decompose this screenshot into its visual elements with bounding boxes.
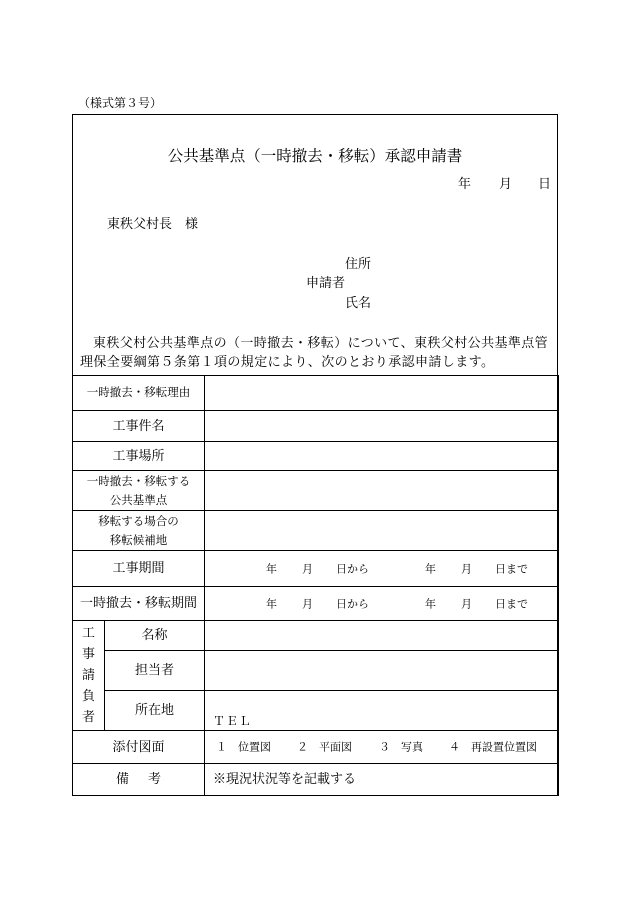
relocation-site-label	[73, 511, 205, 551]
attachment-item: １ 位置図	[216, 740, 271, 754]
attachments-row	[73, 731, 559, 764]
removal-start-year-unit: 年	[266, 597, 277, 610]
project-site-field	[205, 442, 559, 471]
contractor-location-label: 所在地	[105, 691, 205, 731]
project-site-label: 工事場所	[73, 442, 205, 471]
contractor-name-label: 名称	[105, 621, 205, 651]
tel-label: ＴＥＬ	[213, 714, 253, 728]
removal-period-label: 一時撤去・移転期間	[73, 587, 205, 621]
contractor-location-field	[205, 691, 559, 731]
application-table	[72, 375, 559, 796]
target-point-label-line-2: 公共基準点	[109, 492, 168, 507]
applicant-address-label: 住所	[345, 257, 372, 272]
attachments-label: 添付図面	[73, 731, 205, 764]
contractor-name-row	[73, 621, 559, 651]
construction-period-row	[73, 551, 559, 587]
removal-period-field	[205, 587, 559, 621]
attachment-item: ３ 写真	[379, 740, 423, 754]
relocation-site-label-line-2: 移転候補地	[109, 532, 168, 547]
reason-label: 一時撤去・移転理由	[73, 376, 205, 411]
construction-start-year-unit: 年	[266, 562, 277, 575]
attachment-item: ２ 平面図	[297, 740, 352, 754]
construction-start-day-unit: 日から	[336, 562, 369, 575]
contractor-location-row	[73, 691, 559, 731]
remarks-label: 備 考	[73, 764, 205, 796]
date-month-unit: 月	[499, 177, 513, 192]
removal-period-row	[73, 587, 559, 621]
project-name-field	[205, 411, 559, 442]
attachments-field	[205, 731, 559, 764]
remarks-row	[73, 764, 559, 796]
construction-period-label: 工事期間	[73, 551, 205, 587]
addressee: 東秩父村長 様	[107, 217, 199, 232]
removal-end-month-unit: 月	[461, 597, 472, 610]
date-day-unit: 日	[538, 177, 552, 192]
removal-end-day-unit: 日まで	[495, 597, 528, 610]
construction-end-year-unit: 年	[425, 562, 436, 575]
form-title: 公共基準点（一時撤去・移転）承認申請書	[167, 147, 463, 165]
contractor-group-cell	[73, 621, 105, 731]
construction-end-day-unit: 日まで	[495, 562, 528, 575]
relocation-site-field	[205, 511, 559, 551]
contractor-person-field	[205, 651, 559, 691]
construction-period-field	[205, 551, 559, 587]
contractor-name-field	[205, 621, 559, 651]
project-name-label: 工事件名	[73, 411, 205, 442]
date-year-unit: 年	[458, 177, 472, 192]
removal-end-year-unit: 年	[425, 597, 436, 610]
target-point-row	[73, 471, 559, 511]
removal-start-day-unit: 日から	[336, 597, 369, 610]
target-point-field	[205, 471, 559, 511]
removal-start-month-unit: 月	[302, 597, 313, 610]
contractor-person-label: 担当者	[105, 651, 205, 691]
target-point-label	[73, 471, 205, 511]
relocation-site-label-line-1: 移転する場合の	[98, 513, 179, 528]
contractor-group-label: 工事請負者	[81, 626, 95, 725]
body-text-line-2: 理保全要綱第５条第１項の規定により、次のとおり承認申請します。	[80, 355, 495, 370]
form-number: （様式第３号）	[78, 96, 163, 110]
reason-row	[73, 376, 559, 411]
applicant-label: 申請者	[306, 276, 346, 291]
remarks-note: ※現況状況等を記載する	[205, 764, 559, 796]
applicant-name-label: 氏名	[345, 296, 372, 311]
construction-end-month-unit: 月	[461, 562, 472, 575]
construction-start-month-unit: 月	[302, 562, 313, 575]
relocation-site-row	[73, 511, 559, 551]
project-site-row	[73, 442, 559, 471]
body-text-line-1: 東秩父村公共基準点の（一時撤去・移転）について、東秩父村公共基準点管	[93, 336, 549, 351]
reason-field	[205, 376, 559, 411]
attachment-item: ４ 再設置位置図	[449, 740, 537, 754]
project-name-row	[73, 411, 559, 442]
target-point-label-line-1: 一時撤去・移転する	[86, 473, 191, 488]
contractor-person-row	[73, 651, 559, 691]
